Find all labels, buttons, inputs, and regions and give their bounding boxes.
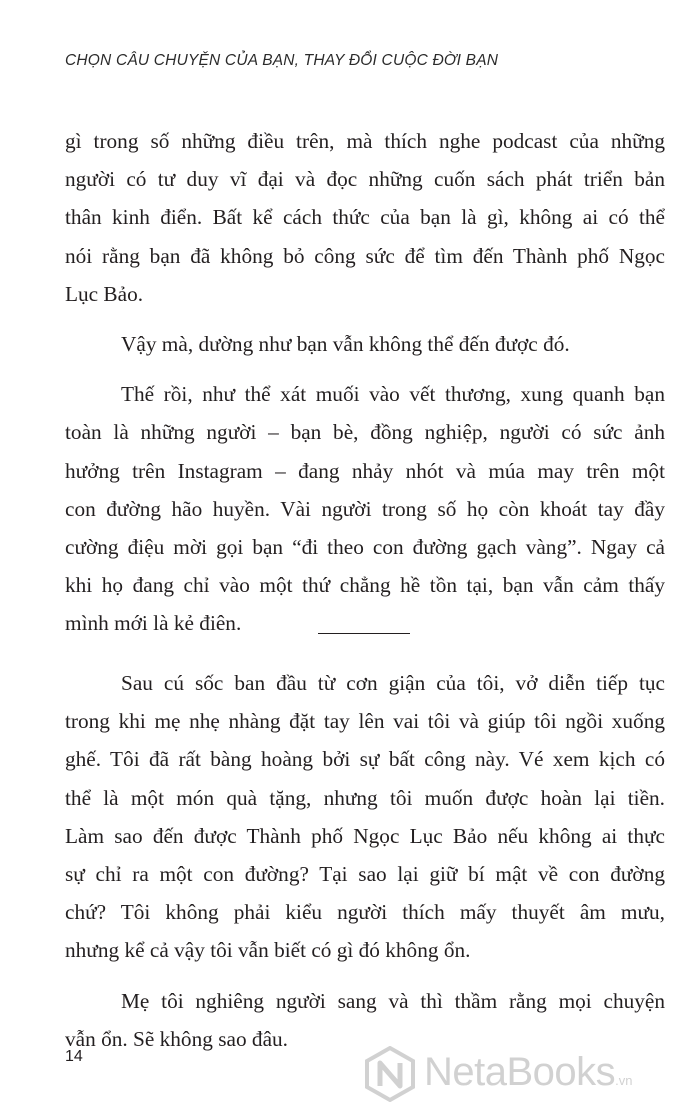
text-line: nhưng kể cả vậy tôi vẫn biết có gì đó không ổn. <box>65 938 471 963</box>
text-line: gì trong số những điều trên, mà thích nghe podcast của những <box>65 129 665 153</box>
text-line: Làm sao đến được Thành phố Ngọc Lục Bảo nếu không ai thực <box>65 823 665 848</box>
text-line: mình mới là kẻ điên. <box>65 611 242 636</box>
watermark-suffix: .vn <box>615 1073 633 1088</box>
text-line: trong khi mẹ nhẹ nhàng đặt tay lên vai tôi và giúp tôi ngồi xuống <box>65 709 665 734</box>
page-number: 14 <box>65 1048 83 1065</box>
text-line: nói rằng bạn đã không bỏ công sức để tìm đến Thành phố Ngọc <box>65 243 665 268</box>
text-line: hưởng trên Instagram – đang nhảy nhót và múa may trên một <box>65 458 665 483</box>
body-text-lower <box>65 664 665 1058</box>
section-divider <box>318 633 410 634</box>
running-head: CHỌN CÂU CHUYỆN CỦA BẠN, THAY ĐỔI CUỘC ĐỜI BẠN <box>65 52 499 69</box>
text-line: vẫn ổn. Sẽ không sao đâu. <box>65 1026 288 1051</box>
body-text-upper <box>65 122 665 642</box>
text-line: Mẹ tôi nghiêng người sang và thì thầm rằng mọi chuyện <box>121 988 665 1013</box>
text-line: khi họ đang chỉ vào một thứ chẳng hề tồn tại, bạn vẫn cảm thấy <box>65 573 665 598</box>
text-line: Thế rồi, như thể xát muối vào vết thương, xung quanh bạn <box>121 382 665 407</box>
text-line: Sau cú sốc ban đầu từ cơn giận của tôi, vở diễn tiếp tục <box>121 671 665 695</box>
text-line: cường điệu mời gọi bạn “đi theo con đường gạch vàng”. Ngay cả <box>65 534 665 559</box>
netabooks-logo-icon <box>362 1046 418 1102</box>
text-line: sự chỉ ra một con đường? Tại sao lại giữ bí mật về con đường <box>65 861 665 886</box>
text-line: thân kinh điển. Bất kể cách thức của bạn là gì, không ai có thể <box>65 205 665 230</box>
text-line: người có tư duy vĩ đại và đọc những cuốn sách phát triển bản <box>65 167 665 192</box>
text-line: Vậy mà, dường như bạn vẫn không thể đến được đó. <box>121 331 570 356</box>
text-line: toàn là những người – bạn bè, đồng nghiệp, người có sức ảnh <box>65 420 665 445</box>
text-line: con đường hão huyền. Vài người trong số họ còn khoát tay đầy <box>65 496 665 521</box>
text-line: ghế. Tôi đã rất bàng hoàng bởi sự bất công này. Vé xem kịch có <box>65 747 665 772</box>
text-line: Lục Bảo. <box>65 281 144 306</box>
watermark <box>362 1046 692 1102</box>
watermark-brand: NetaBooks <box>424 1050 616 1094</box>
text-line: thể là một món quà tặng, nhưng tôi muốn được hoàn lại tiền. <box>65 785 665 810</box>
text-line: chứ? Tôi không phải kiểu người thích mấy thuyết âm mưu, <box>65 900 665 925</box>
watermark-text <box>424 1050 633 1095</box>
